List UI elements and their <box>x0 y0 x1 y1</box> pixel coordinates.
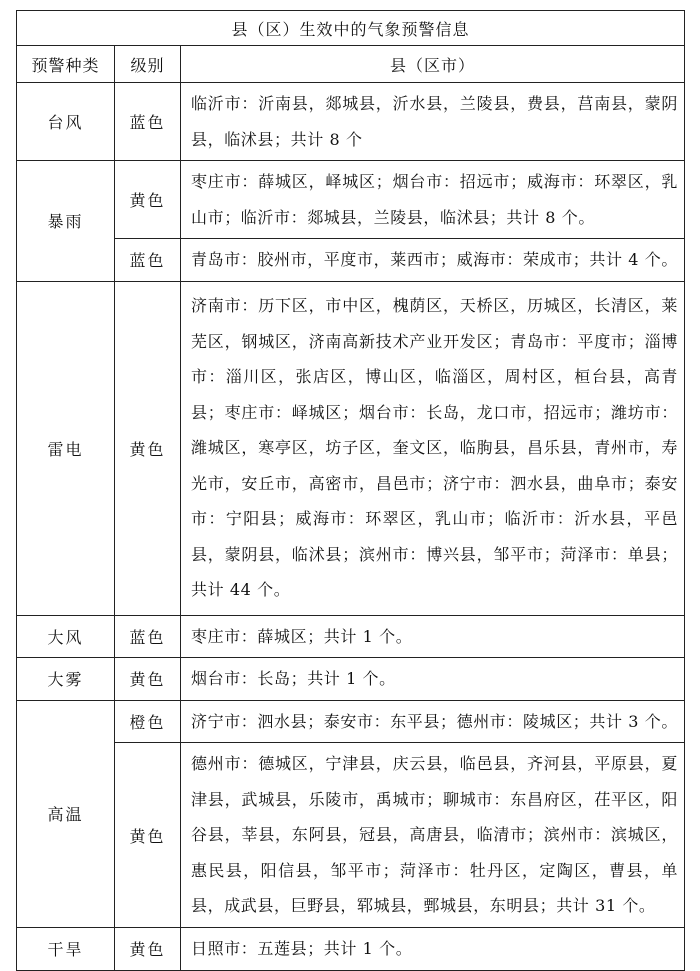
table-row <box>17 161 685 239</box>
affected-areas-cell: 临沂市：沂南县，郯城县，沂水县，兰陵县，费县，莒南县，蒙阴县，临沭县；共计 8 个 <box>181 83 685 161</box>
warning-type-cell: 干旱 <box>17 928 115 971</box>
warning-level-cell: 蓝色 <box>115 83 181 161</box>
warning-type-cell: 大雾 <box>17 658 115 701</box>
table-title: 县（区）生效中的气象预警信息 <box>17 11 685 46</box>
table-row <box>17 239 685 282</box>
warning-table-container <box>16 10 684 971</box>
warning-type-cell: 大风 <box>17 615 115 658</box>
header-row <box>17 46 685 83</box>
warning-level-cell: 黄色 <box>115 743 181 928</box>
table-row <box>17 658 685 701</box>
table-row <box>17 615 685 658</box>
table-row <box>17 281 685 615</box>
warning-level-cell: 黄色 <box>115 161 181 239</box>
affected-areas-cell: 日照市：五莲县；共计 1 个。 <box>181 928 685 971</box>
header-warning-type: 预警种类 <box>17 46 115 83</box>
table-row <box>17 743 685 928</box>
header-county: 县（区市） <box>181 46 685 83</box>
affected-areas-cell: 德州市：德城区，宁津县，庆云县，临邑县，齐河县，平原县，夏津县，武城县，乐陵市，禹城市；聊城市：东昌府区，茌平区，阳谷县，莘县，东阿县，冠县，高唐县，临清市；滨州市：滨城区，惠民县，阳信县，邹平市；菏泽市：牡丹区，定陶区，曹县，单县，成武县，巨野县，郓城县，鄄城县，东明县；共计 31 个。 <box>181 743 685 928</box>
affected-areas-cell: 济宁市：泗水县；泰安市：东平县；德州市：陵城区；共计 3 个。 <box>181 700 685 743</box>
affected-areas-cell: 枣庄市：薛城区，峄城区；烟台市：招远市；威海市：环翠区，乳山市；临沂市：郯城县，兰陵县，临沭县；共计 8 个。 <box>181 161 685 239</box>
warning-type-cell: 雷电 <box>17 281 115 615</box>
warning-type-cell: 高温 <box>17 700 115 928</box>
warning-level-cell: 黄色 <box>115 281 181 615</box>
table-row <box>17 83 685 161</box>
affected-areas-cell: 青岛市：胶州市，平度市，莱西市；威海市：荣成市；共计 4 个。 <box>181 239 685 282</box>
warning-level-cell: 蓝色 <box>115 615 181 658</box>
warning-level-cell: 蓝色 <box>115 239 181 282</box>
affected-areas-cell: 济南市：历下区，市中区，槐荫区，天桥区，历城区，长清区，莱芜区，钢城区，济南高新技术产业开发区；青岛市：平度市；淄博市：淄川区，张店区，博山区，临淄区，周村区，桓台县，高青县；枣庄市：峄城区；烟台市：长岛，龙口市，招远市；潍坊市：潍城区，寒亭区，坊子区，奎文区，临朐县，昌乐县，青州市，寿光市，安丘市，高密市，昌邑市；济宁市：泗水县，曲阜市；泰安市：宁阳县；威海市：环翠区，乳山市；临沂市：沂水县，平邑县，蒙阴县，临沭县；滨州市：博兴县，邹平市；菏泽市：单县；共计 44 个。 <box>181 281 685 615</box>
warning-level-cell: 黄色 <box>115 658 181 701</box>
weather-warning-table <box>16 10 685 971</box>
table-row <box>17 928 685 971</box>
affected-areas-cell: 枣庄市：薛城区；共计 1 个。 <box>181 615 685 658</box>
warning-level-cell: 黄色 <box>115 928 181 971</box>
warning-type-cell: 暴雨 <box>17 161 115 282</box>
table-row <box>17 700 685 743</box>
warning-level-cell: 橙色 <box>115 700 181 743</box>
title-row <box>17 11 685 46</box>
affected-areas-cell: 烟台市：长岛；共计 1 个。 <box>181 658 685 701</box>
warning-type-cell: 台风 <box>17 83 115 161</box>
header-level: 级别 <box>115 46 181 83</box>
